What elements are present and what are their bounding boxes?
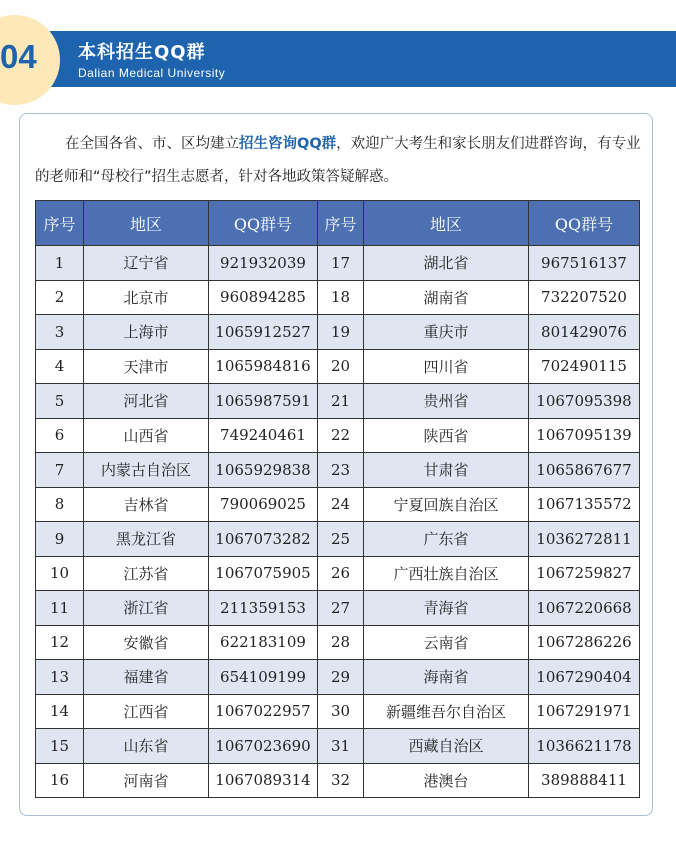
- cell-index: 5: [36, 384, 84, 419]
- cell-qq-number: 1065984816: [209, 349, 318, 384]
- table-row: [36, 384, 640, 419]
- cell-index: 10: [36, 556, 84, 591]
- cell-qq-number: 1065912527: [209, 315, 318, 350]
- cell-index: 29: [318, 660, 364, 695]
- cell-index: 27: [318, 591, 364, 626]
- table-row: [36, 246, 640, 281]
- cell-region: 河北省: [84, 384, 209, 419]
- table-row: [36, 487, 640, 522]
- cell-region: 贵州省: [364, 384, 529, 419]
- table-row: [36, 418, 640, 453]
- cell-index: 32: [318, 763, 364, 798]
- cell-index: 22: [318, 418, 364, 453]
- cell-index: 28: [318, 625, 364, 660]
- cell-index: 7: [36, 453, 84, 488]
- cell-region: 新疆维吾尔自治区: [364, 694, 529, 729]
- cell-region: 山东省: [84, 729, 209, 764]
- cell-qq-number: 1065987591: [209, 384, 318, 419]
- cell-index: 16: [36, 763, 84, 798]
- cell-qq-number: 622183109: [209, 625, 318, 660]
- cell-qq-number: 960894285: [209, 280, 318, 315]
- cell-index: 21: [318, 384, 364, 419]
- cell-index: 13: [36, 660, 84, 695]
- cell-index: 25: [318, 522, 364, 557]
- cell-region: 上海市: [84, 315, 209, 350]
- table-row: [36, 453, 640, 488]
- cell-region: 河南省: [84, 763, 209, 798]
- cell-index: 11: [36, 591, 84, 626]
- cell-region: 天津市: [84, 349, 209, 384]
- cell-qq-number: 1067023690: [209, 729, 318, 764]
- table-header-row: [36, 201, 640, 246]
- cell-index: 26: [318, 556, 364, 591]
- cell-index: 4: [36, 349, 84, 384]
- cell-region: 甘肃省: [364, 453, 529, 488]
- cell-index: 17: [318, 246, 364, 281]
- page-subtitle: Dalian Medical University: [78, 66, 226, 80]
- cell-qq-number: 790069025: [209, 487, 318, 522]
- cell-region: 福建省: [84, 660, 209, 695]
- cell-qq-number: 732207520: [529, 280, 640, 315]
- table-row: [36, 522, 640, 557]
- cell-region: 江西省: [84, 694, 209, 729]
- cell-index: 30: [318, 694, 364, 729]
- cell-region: 海南省: [364, 660, 529, 695]
- intro-paragraph: [35, 128, 645, 194]
- cell-qq-number: 749240461: [209, 418, 318, 453]
- cell-index: 23: [318, 453, 364, 488]
- cell-region: 湖北省: [364, 246, 529, 281]
- qq-group-table: [35, 200, 640, 798]
- cell-qq-number: 1067290404: [529, 660, 640, 695]
- intro-text-before: 在全国各省、市、区均建立: [65, 136, 239, 152]
- cell-qq-number: 1067220668: [529, 591, 640, 626]
- intro-text-after: ，欢迎广大考生和家长朋友们进群咨询，有专业的老师和“母校行”招生志愿者，针对各地政策答疑解惑。: [35, 136, 641, 185]
- cell-qq-number: 1067259827: [529, 556, 640, 591]
- table-row: [36, 729, 640, 764]
- table-row: [36, 349, 640, 384]
- page-title: 本科招生QQ群: [78, 42, 206, 63]
- header-index: 序号: [36, 201, 84, 246]
- cell-qq-number: 1067075905: [209, 556, 318, 591]
- cell-qq-number: 211359153: [209, 591, 318, 626]
- table-row: [36, 763, 640, 798]
- cell-qq-number: 921932039: [209, 246, 318, 281]
- section-number: 04: [0, 38, 37, 75]
- cell-qq-number: 1065867677: [529, 453, 640, 488]
- cell-region: 港澳台: [364, 763, 529, 798]
- table-row: [36, 280, 640, 315]
- table-row: [36, 694, 640, 729]
- cell-region: 内蒙古自治区: [84, 453, 209, 488]
- table-row: [36, 315, 640, 350]
- intro-highlight: 招生咨询QQ群: [239, 136, 337, 152]
- cell-qq-number: 967516137: [529, 246, 640, 281]
- cell-index: 8: [36, 487, 84, 522]
- cell-region: 宁夏回族自治区: [364, 487, 529, 522]
- cell-region: 广东省: [364, 522, 529, 557]
- cell-region: 吉林省: [84, 487, 209, 522]
- cell-index: 24: [318, 487, 364, 522]
- cell-index: 12: [36, 625, 84, 660]
- cell-qq-number: 1036621178: [529, 729, 640, 764]
- cell-qq-number: 1065929838: [209, 453, 318, 488]
- table-row: [36, 660, 640, 695]
- header-region: 地区: [364, 201, 529, 246]
- cell-index: 9: [36, 522, 84, 557]
- cell-qq-number: 389888411: [529, 763, 640, 798]
- cell-index: 2: [36, 280, 84, 315]
- cell-region: 广西壮族自治区: [364, 556, 529, 591]
- cell-qq-number: 702490115: [529, 349, 640, 384]
- table-row: [36, 556, 640, 591]
- cell-index: 14: [36, 694, 84, 729]
- cell-qq-number: 1067095398: [529, 384, 640, 419]
- cell-index: 20: [318, 349, 364, 384]
- cell-index: 6: [36, 418, 84, 453]
- cell-region: 湖南省: [364, 280, 529, 315]
- cell-region: 西藏自治区: [364, 729, 529, 764]
- cell-qq-number: 1067089314: [209, 763, 318, 798]
- cell-qq-number: 1067073282: [209, 522, 318, 557]
- cell-region: 陕西省: [364, 418, 529, 453]
- cell-index: 1: [36, 246, 84, 281]
- cell-region: 北京市: [84, 280, 209, 315]
- cell-qq-number: 1067095139: [529, 418, 640, 453]
- cell-region: 黑龙江省: [84, 522, 209, 557]
- cell-region: 云南省: [364, 625, 529, 660]
- cell-region: 浙江省: [84, 591, 209, 626]
- header-qq-number: QQ群号: [529, 201, 640, 246]
- table-row: [36, 591, 640, 626]
- header-qq-number: QQ群号: [209, 201, 318, 246]
- cell-qq-number: 1067022957: [209, 694, 318, 729]
- cell-region: 青海省: [364, 591, 529, 626]
- cell-index: 3: [36, 315, 84, 350]
- header-region: 地区: [84, 201, 209, 246]
- cell-index: 19: [318, 315, 364, 350]
- table-body: [36, 246, 640, 798]
- cell-index: 15: [36, 729, 84, 764]
- cell-index: 18: [318, 280, 364, 315]
- cell-region: 四川省: [364, 349, 529, 384]
- cell-region: 江苏省: [84, 556, 209, 591]
- cell-qq-number: 654109199: [209, 660, 318, 695]
- cell-qq-number: 1067135572: [529, 487, 640, 522]
- cell-qq-number: 1036272811: [529, 522, 640, 557]
- cell-region: 安徽省: [84, 625, 209, 660]
- cell-region: 重庆市: [364, 315, 529, 350]
- cell-qq-number: 1067286226: [529, 625, 640, 660]
- cell-index: 31: [318, 729, 364, 764]
- header-index: 序号: [318, 201, 364, 246]
- cell-region: 辽宁省: [84, 246, 209, 281]
- table-row: [36, 625, 640, 660]
- cell-qq-number: 1067291971: [529, 694, 640, 729]
- cell-region: 山西省: [84, 418, 209, 453]
- cell-qq-number: 801429076: [529, 315, 640, 350]
